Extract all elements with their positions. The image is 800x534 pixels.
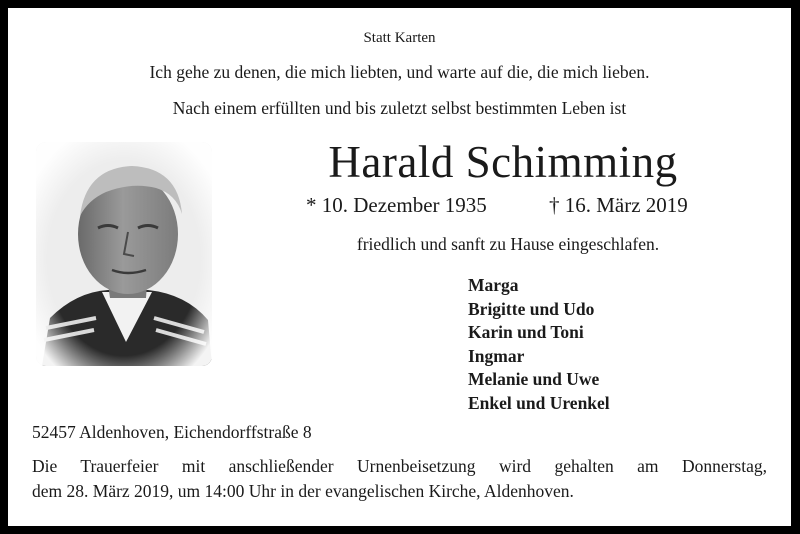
portrait-photo <box>36 142 212 366</box>
funeral-info <box>32 454 767 504</box>
mourner-item: Marga <box>468 275 519 295</box>
deceased-name: Harald Schimming <box>328 137 678 187</box>
mourner-item: Enkel und Urenkel <box>468 392 610 413</box>
mourner-item: Karin und Toni <box>468 322 584 342</box>
portrait-image <box>36 142 212 366</box>
death-date: † 16. März 2019 <box>549 193 688 217</box>
passing-text: friedlich und sanft zu Hause eingeschlafen. <box>356 234 660 254</box>
mourner-item: Brigitte und Udo <box>468 298 595 319</box>
funeral-line-1: Die Trauerfeier mit anschließender Urnenbeisetzung wird gehalten am Donnerstag, <box>32 456 767 476</box>
birth-date: * 10. Dezember 1935 <box>306 193 487 217</box>
verse-text: Ich gehe zu denen, die mich liebten, und warte auf die, die mich lieben. <box>149 62 650 82</box>
obituary-card <box>8 8 791 526</box>
address-text: 52457 Aldenhoven, Eichendorffstraße 8 <box>32 422 312 442</box>
statt-karten-text: Statt Karten <box>363 30 436 46</box>
mourners-list <box>468 274 610 415</box>
mourner-item: Ingmar <box>468 345 525 366</box>
funeral-line-2: dem 28. März 2019, um 14:00 Uhr in der evangelischen Kirche, Aldenhoven. <box>32 481 574 501</box>
mourner-item: Melanie und Uwe <box>468 369 600 389</box>
intro-text: Nach einem erfüllten und bis zuletzt selbst bestimmten Leben ist <box>172 98 627 118</box>
